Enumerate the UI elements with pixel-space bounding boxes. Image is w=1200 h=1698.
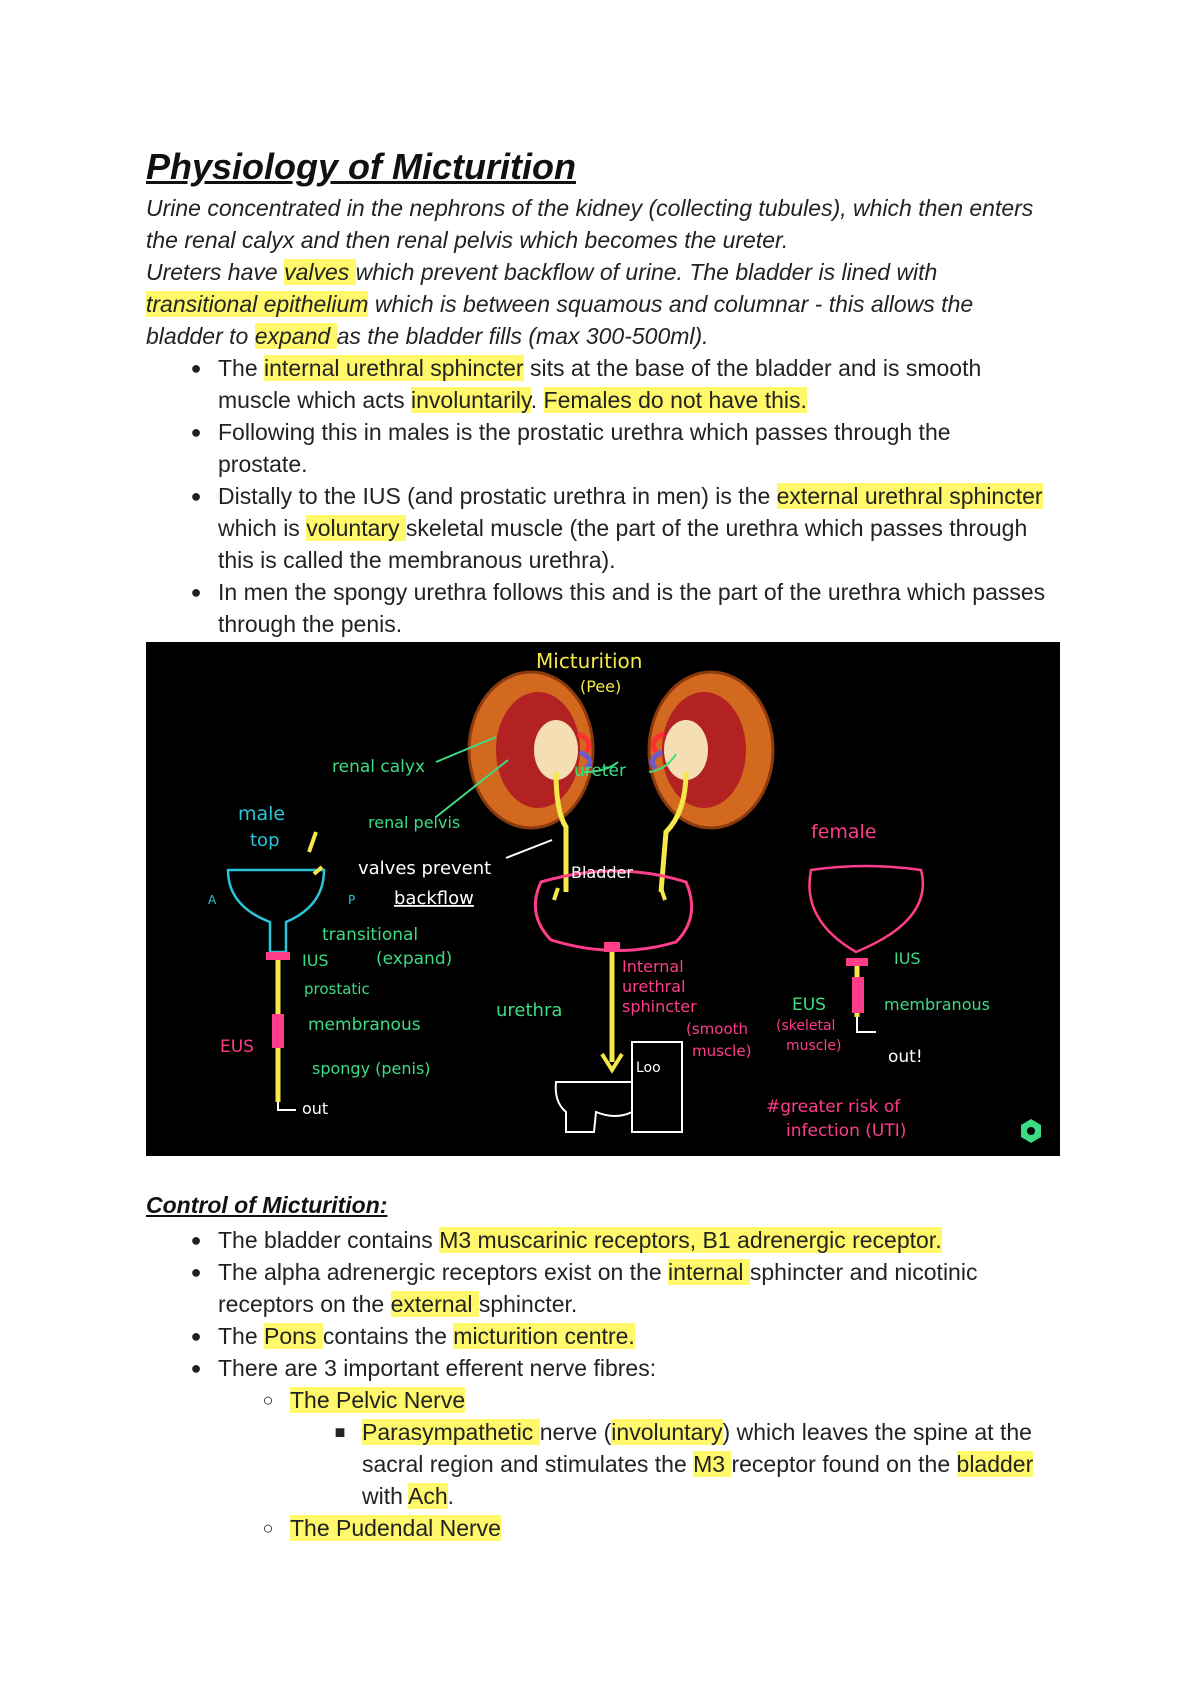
list-item xyxy=(146,1224,1046,1256)
bullet-dot-icon: ● xyxy=(190,1230,202,1250)
label-smooth-1: (smooth xyxy=(686,1020,749,1038)
bullet-square-icon: ■ xyxy=(334,1422,346,1442)
bullet-text: contains the xyxy=(322,1323,454,1349)
intro-text-2d: as the bladder fills (max 300-500ml). xyxy=(336,323,709,349)
label-loo: Loo xyxy=(636,1060,661,1076)
label-backflow: backflow xyxy=(394,888,474,909)
diagram-title: Micturition xyxy=(536,649,643,673)
list-item xyxy=(146,352,1046,416)
bullet-dot-icon: ● xyxy=(190,1358,202,1378)
list-item xyxy=(146,1512,1046,1544)
highlight-receptors: M3 muscarinic receptors, B1 adrenergic receptor. xyxy=(439,1227,942,1253)
label-out-female: out! xyxy=(888,1047,923,1067)
intro-paragraph-1 xyxy=(146,192,1046,256)
bullet-text: The bladder contains xyxy=(218,1227,440,1253)
bullet-text: There are 3 important efferent nerve fibres: xyxy=(218,1355,657,1381)
label-prostatic: prostatic xyxy=(304,980,370,998)
label-spongy: spongy (penis) xyxy=(312,1059,431,1078)
label-ureter: ureter xyxy=(574,761,626,781)
page-title: Physiology of Micturition xyxy=(146,146,576,187)
list-item xyxy=(146,576,1046,640)
label-membranous-male: membranous xyxy=(308,1015,421,1035)
highlight-m3: M3 xyxy=(693,1451,732,1477)
bullet-text: . xyxy=(447,1483,455,1509)
label-male: male xyxy=(238,803,286,825)
label-infection: infection (UTI) xyxy=(786,1121,907,1141)
diagram-background xyxy=(146,642,1060,1156)
label-male-top: top xyxy=(250,830,280,851)
bullet-text: skeletal muscle (the part of the urethra which passes through this is called the membranous urethra). xyxy=(218,515,1028,573)
bullet-text: The xyxy=(218,1323,265,1349)
bullet-list-1 xyxy=(146,352,1046,640)
label-ius-female: IUS xyxy=(894,949,921,968)
list-item xyxy=(146,1416,1046,1512)
control-heading: Control of Micturition: xyxy=(146,1192,388,1218)
list-item xyxy=(146,416,1046,480)
label-transitional: transitional xyxy=(322,925,419,945)
list-item xyxy=(146,1352,1046,1384)
highlight-expand: expand xyxy=(254,323,337,349)
bullet-text: Distally to the IUS (and prostatic urethra in men) is the xyxy=(218,483,777,509)
highlight-external: external xyxy=(390,1291,479,1317)
bullet-text: nerve ( xyxy=(539,1419,612,1445)
bullet-dot-icon: ● xyxy=(190,1262,202,1282)
label-female: female xyxy=(811,821,877,843)
highlight-involuntary: involuntary xyxy=(611,1419,723,1445)
internal-sphincter-mark xyxy=(604,942,620,952)
label-eus-male: EUS xyxy=(220,1037,254,1057)
list-item xyxy=(146,480,1046,576)
label-internal-2: urethral xyxy=(622,977,686,996)
highlight-pons: Pons xyxy=(264,1323,323,1349)
label-urethra: urethra xyxy=(496,1000,563,1021)
label-renal-pelvis: renal pelvis xyxy=(368,813,461,832)
highlight-parasympathetic: Parasympathetic xyxy=(362,1419,540,1445)
highlight-pudendal-nerve: The Pudendal Nerve xyxy=(290,1515,501,1541)
label-eus-female: EUS xyxy=(792,995,826,1015)
bullet-dot-icon: ● xyxy=(190,1326,202,1346)
bullet-text: which is xyxy=(218,515,307,541)
bullet-circle-icon: ○ xyxy=(262,1518,274,1538)
bullet-text: The alpha adrenergic receptors exist on the xyxy=(218,1259,669,1285)
label-p: P xyxy=(348,893,356,907)
label-bladder: Bladder xyxy=(571,863,633,882)
bullet-text: sits at the base of the bladder and is smooth muscle which acts xyxy=(218,355,982,413)
bullet-text: Following this in males is the prostatic urethra which passes through the prostate. xyxy=(218,419,951,477)
highlight-internal: internal xyxy=(668,1259,750,1285)
highlight-transitional-epithelium: transitional epithelium xyxy=(146,291,369,317)
highlight-ius: internal urethral sphincter xyxy=(264,355,524,381)
highlight-eus: external urethral sphincter xyxy=(776,483,1043,509)
label-smooth-2: muscle) xyxy=(692,1042,752,1060)
label-renal-calyx: renal calyx xyxy=(332,757,426,777)
label-a: A xyxy=(208,893,217,907)
highlight-ach: Ach xyxy=(408,1483,448,1509)
bullet-text: . xyxy=(530,387,544,413)
bullet-dot-icon: ● xyxy=(190,582,202,602)
bullet-dot-icon: ● xyxy=(190,422,202,442)
highlight-females: Females do not have this. xyxy=(543,387,807,413)
label-expand: (expand) xyxy=(376,949,453,969)
label-skeletal-2: muscle) xyxy=(786,1038,842,1054)
label-greater-risk: #greater risk of xyxy=(766,1097,901,1117)
right-kidney-icon xyxy=(649,672,773,828)
list-item xyxy=(146,1384,1046,1416)
left-kidney-icon xyxy=(469,672,593,828)
bullet-list-2 xyxy=(146,1224,1046,1544)
list-item xyxy=(146,1320,1046,1352)
bullet-text: The xyxy=(218,355,265,381)
intro-text-2c: which is between squamous and columnar - this allows the bladder to xyxy=(146,291,974,349)
bullet-text: sphincter. xyxy=(478,1291,578,1317)
diagram-subtitle: (Pee) xyxy=(580,677,622,696)
label-ius-male: IUS xyxy=(302,951,329,970)
highlight-pelvic-nerve: The Pelvic Nerve xyxy=(290,1387,466,1413)
bullet-text: ) which leaves the spine at the sacral region and stimulates the xyxy=(362,1419,1032,1477)
label-out-male: out xyxy=(302,1099,329,1118)
highlight-micturition-centre: micturition centre. xyxy=(453,1323,635,1349)
label-valves: valves prevent xyxy=(358,858,492,879)
list-item xyxy=(146,1256,1046,1320)
bullet-dot-icon: ● xyxy=(190,486,202,506)
diagram-svg xyxy=(146,642,1060,1156)
bullet-text: sphincter and nicotinic receptors on the xyxy=(218,1259,978,1317)
bullet-text: with xyxy=(362,1483,409,1509)
micturition-diagram xyxy=(146,642,1060,1156)
bullet-text: In men the spongy urethra follows this and is the part of the urethra which passes through the penis. xyxy=(218,579,1046,637)
highlight-involuntarily: involuntarily xyxy=(411,387,531,413)
highlight-voluntary: voluntary xyxy=(306,515,406,541)
bullet-circle-icon: ○ xyxy=(262,1390,274,1410)
label-internal-3: sphincter xyxy=(622,997,697,1016)
highlight-bladder: bladder xyxy=(956,1451,1034,1477)
intro-text-2b: which prevent backflow of urine. The bladder is lined with xyxy=(355,259,938,285)
intro-text-2a: Ureters have xyxy=(146,259,285,285)
label-internal-1: Internal xyxy=(622,957,684,976)
bullet-dot-icon: ● xyxy=(190,358,202,378)
label-membranous-female: membranous xyxy=(884,995,990,1014)
label-skeletal-1: (skeletal xyxy=(776,1018,836,1034)
bullet-text: receptor found on the xyxy=(731,1451,957,1477)
intro-paragraph-2 xyxy=(146,256,1046,352)
highlight-valves: valves xyxy=(284,259,356,285)
intro-text-1: Urine concentrated in the nephrons of the kidney (collecting tubules), which then enters the renal calyx and then renal pelvis which becomes the ureter. xyxy=(146,195,1034,253)
